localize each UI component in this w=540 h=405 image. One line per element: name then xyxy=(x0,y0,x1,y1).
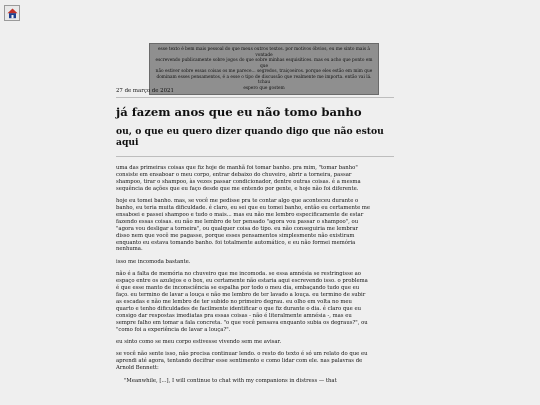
notice-line: escrevendo publicamente sobre jogos do que sobre minhas esquisitices. mas eu acho que ponto em que xyxy=(155,58,373,69)
post-content xyxy=(116,85,394,384)
paragraph-line: ensaboei e passei shampoo e tudo o mais... mas eu não me lembro especificamente de estar xyxy=(116,211,364,218)
notice-line: espero que gostem xyxy=(243,85,285,91)
paragraph-line: é que esse manto de inconsciência se espalha por todo o meu dia, embaçando tudo que eu xyxy=(116,285,360,292)
paragraph-line: shampoo, tirar o shampoo, às vezes passar condicionador, dentre outras coisas. é a mesma xyxy=(116,178,361,185)
quote-line: "Meanwhile, [...], I will continue to chat with my companions in distress — that xyxy=(124,377,337,384)
paragraph-line: sequência de ações que eu faço desde que me entendo por gente, e hoje não foi diferente. xyxy=(116,185,359,192)
home-icon xyxy=(7,8,18,19)
paragraph-2 xyxy=(116,198,394,253)
paragraph-line: espaço entre os azulejos e o box, eu certamente não estaria aqui escrevendo isso. o problema xyxy=(116,278,368,285)
post-date: 27 de março de 2021 xyxy=(116,88,394,98)
paragraph-line: hoje eu tomei banho. mas, se você me pedisse pra te contar algo que aconteceu durante o xyxy=(116,198,359,205)
divider xyxy=(116,156,394,157)
post-title: já fazem anos que eu não tomo banho xyxy=(116,105,362,119)
paragraph-6 xyxy=(116,351,394,372)
paragraph-line: faço. eu termino de lavar a louça e não me lembro de ter lavado a louça. eu termino de subir xyxy=(116,292,366,298)
paragraph-line: "como foi a experiência de lavar a louça?". xyxy=(116,326,231,333)
notice-line: esse texto é bem mais pessoal do que meus outros textos. por motivos óbvios, eu me sinto mais à vontade xyxy=(158,47,370,58)
paragraph-line: nenhuma. xyxy=(116,246,143,253)
home-button[interactable] xyxy=(4,5,20,21)
quote xyxy=(124,378,394,385)
paragraph-line: Arnold Bennett: xyxy=(116,365,159,372)
paragraph-line: as escadas e não me lembro de ter subido no primeiro degrau. eu olho em volta no meu xyxy=(116,298,352,305)
paragraph-3: isso me incomoda bastante. xyxy=(116,258,191,265)
paragraph-line: enquanto eu estava tomando banho. foi totalmente automático, e eu não formei memória xyxy=(116,239,356,246)
paragraph-line: fazendo essas coisas. eu não me lembro de ter pensado "agora vou passar o shampoo", ou xyxy=(116,218,359,225)
paragraph-line: uma das primeiras coisas que fiz hoje de manhã foi tomar banho. pra mim, "tomar banho" xyxy=(116,165,358,171)
paragraph-line: banho, eu teria muita dificuldade. é claro, eu sei que eu tomei banho, então eu certamente me xyxy=(116,205,371,212)
paragraph-line: "agora vou desligar a torneira", ou qualquer coisa do tipo. eu não conseguiria me lembrar xyxy=(116,225,359,232)
post-subtitle: ou, o que eu quero dizer quando digo que não estou aqui xyxy=(116,126,384,148)
paragraph-5: eu sinto como se meu corpo estivesse vivendo sem me avisar. xyxy=(116,338,282,345)
paragraph-line: quarto e tenho dificuldades de facilmente identificar o que fiz durante o dia. é claro que eu xyxy=(116,305,362,312)
paragraph-line: se você não sente isso, não precisa continuar lendo. o resto do texto é só um relato do que eu xyxy=(116,351,368,358)
paragraph-1 xyxy=(116,165,394,193)
paragraph-line: consigo dar respostas imediatas pra essas coisas - não é literalmente amnésia -, mas eu xyxy=(116,312,352,319)
paragraph-line: não é a falta de memória no chuveiro que me incomoda. se essa amnésia se restringisse ao xyxy=(116,271,361,278)
paragraph-line: aprendi até agora, tentando decifrar esse sentimento e como lidar com ele. nas palavras de xyxy=(116,358,363,365)
notice-line: não estiver sobre essas coisas os me parece... segredos, traiçoeiros. porque eles estão em mim que xyxy=(155,69,373,74)
paragraph-line: consiste em ensaboar o meu corpo, entrar debaixo do chuveiro, abrir a torneira, passar xyxy=(116,171,352,178)
paragraph-line: sempre falho em tomar a fala concreta. "o que você pensava enquanto subia os degraus?", ou xyxy=(116,319,368,326)
notice-line: dominam esses pensamentos, é a esse o tipo de discussão que realmente me importa. então vai lá. tchau xyxy=(156,74,372,85)
paragraph-4 xyxy=(116,271,394,333)
paragraph-line: disso nem que você me pagasse, porque esses pensamentos simplesmente não existiram xyxy=(116,232,355,239)
